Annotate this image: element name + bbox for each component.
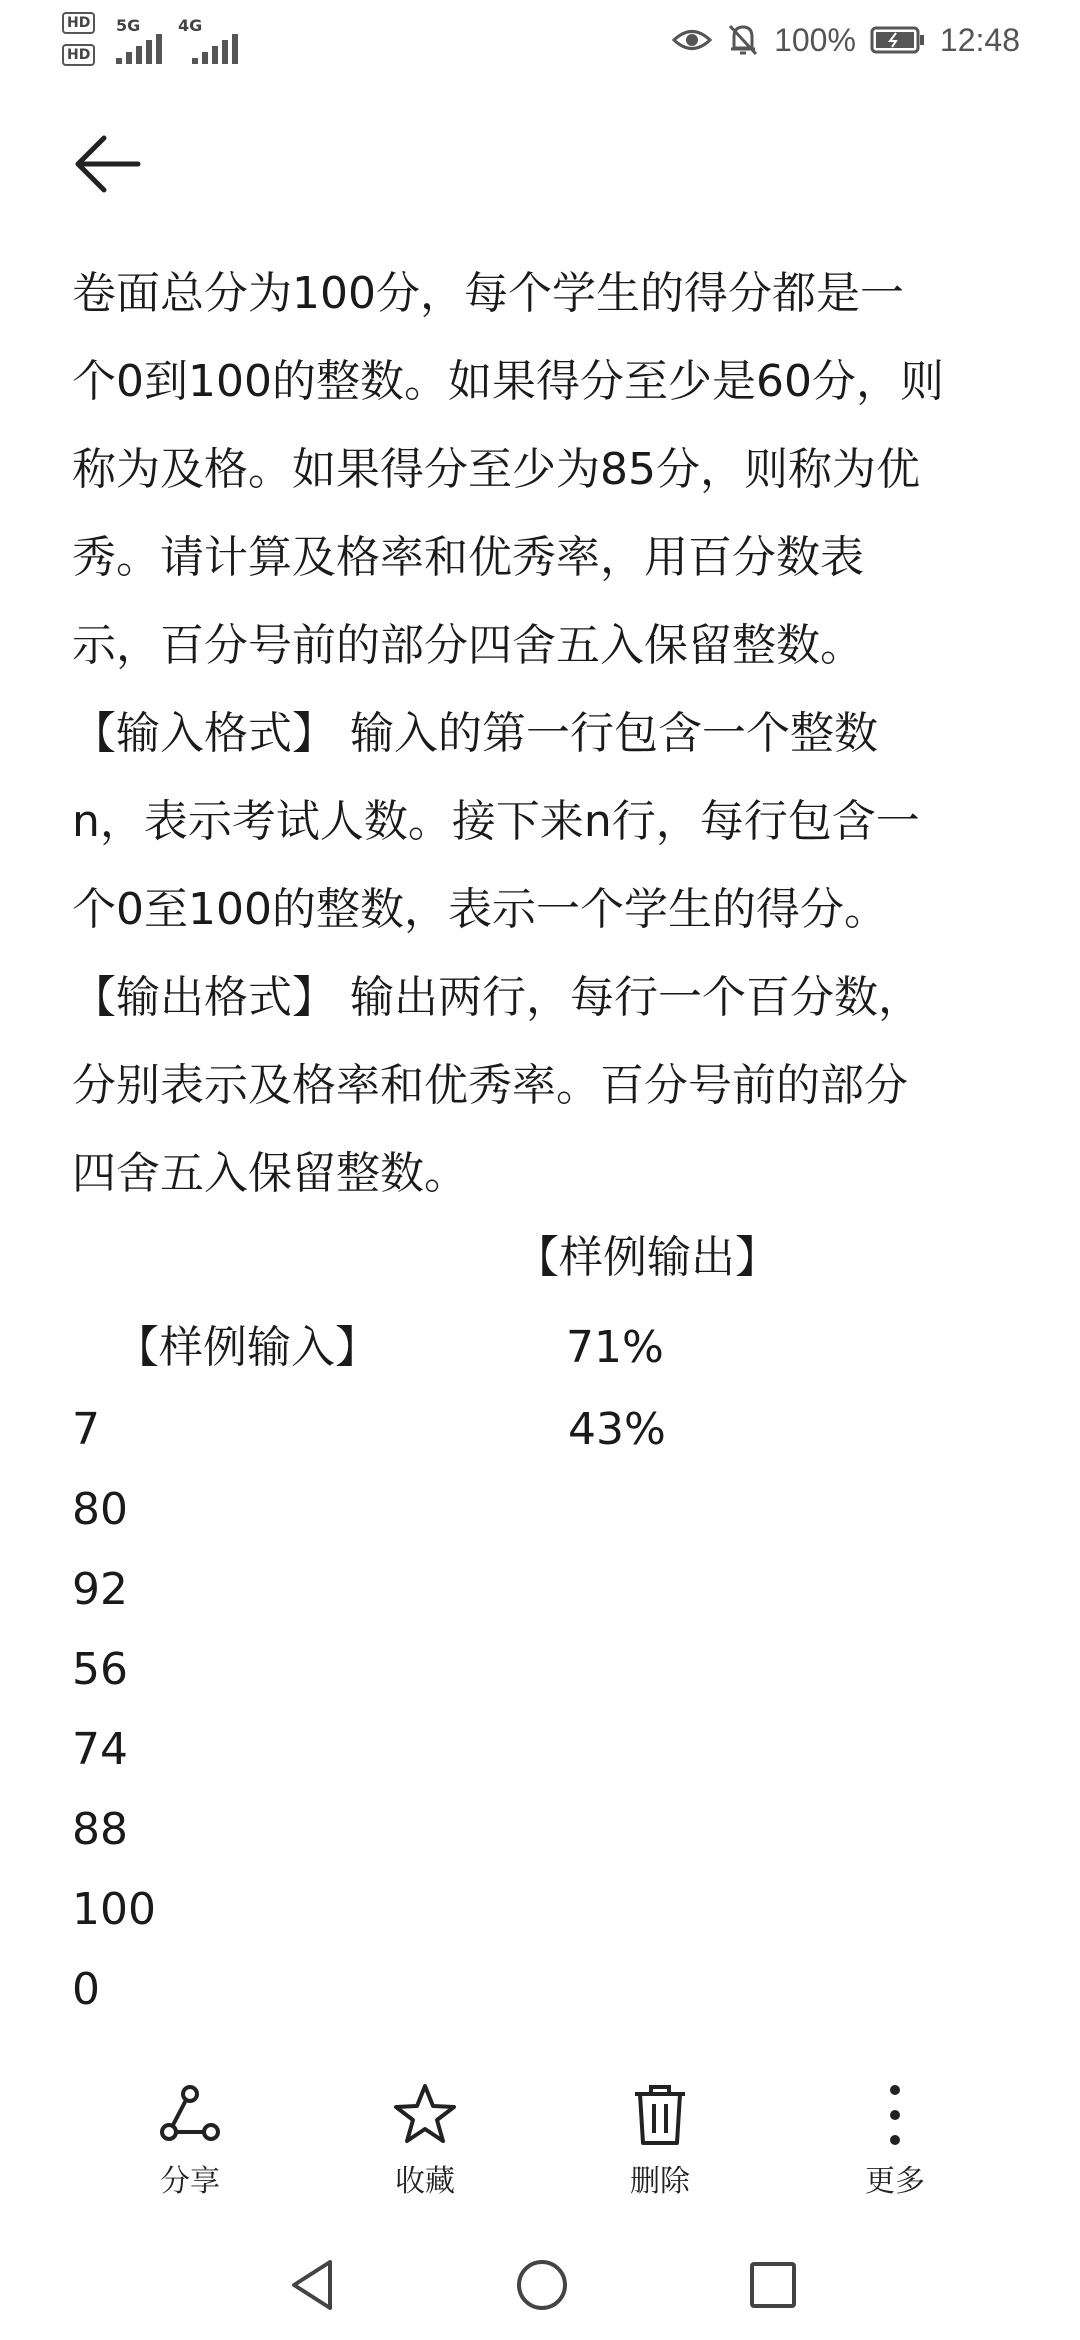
- sample-input-label: 【样例输入】: [115, 1322, 379, 1373]
- hd2-badge: HD: [62, 44, 95, 66]
- delete-label: 删除: [630, 2164, 690, 2199]
- sample-input-value: 56: [72, 1644, 128, 1695]
- back-button[interactable]: [72, 128, 144, 200]
- text-line: 秀。请计算及格率和优秀率，用百分数表: [72, 532, 864, 583]
- text-line: 示，百分号前的部分四舍五入保留整数。: [72, 620, 864, 671]
- more-button[interactable]: [815, 2080, 975, 2200]
- sample-input-value: 80: [72, 1484, 128, 1535]
- eye-icon: [672, 25, 712, 55]
- square-recents-icon: [748, 2258, 798, 2312]
- hd1-badge: HD: [62, 12, 95, 34]
- text-line: 个0至100的整数，表示一个学生的得分。: [72, 884, 888, 935]
- clock: 12:48: [939, 21, 1020, 58]
- net1-label: 5G: [116, 16, 141, 35]
- sample-input-value: 0: [72, 1964, 100, 2015]
- text-line: 个0到100的整数。如果得分至少是60分，则: [72, 356, 944, 407]
- status-bar: [0, 0, 1080, 80]
- delete-button[interactable]: [580, 2080, 740, 2200]
- net2-label: 4G: [178, 16, 203, 35]
- text-line: 【输入格式】 输入的第一行包含一个整数: [72, 708, 878, 759]
- text-line: 四舍五入保留整数。: [72, 1148, 468, 1199]
- favorite-label: 收藏: [395, 2164, 455, 2199]
- share-label: 分享: [160, 2164, 220, 2199]
- text-line: n，表示考试人数。接下来n行，每行包含一: [72, 796, 920, 847]
- battery-icon: [870, 26, 926, 54]
- system-nav-bar: [0, 2240, 1080, 2340]
- share-icon: [155, 2080, 225, 2150]
- text-line: 卷面总分为100分，每个学生的得分都是一: [72, 268, 904, 319]
- circle-home-icon: [515, 2258, 569, 2312]
- action-bar: [0, 2080, 1080, 2220]
- bell-off-icon: [726, 22, 760, 58]
- signal-icon: [192, 32, 246, 66]
- sample-output-value: 71%: [566, 1322, 664, 1373]
- favorite-button[interactable]: [345, 2080, 505, 2200]
- sample-output-label: 【样例输出】: [515, 1232, 779, 1283]
- text-line: 【输出格式】 输出两行，每行一个百分数，: [72, 972, 922, 1023]
- sample-input-value: 100: [72, 1884, 156, 1935]
- triangle-back-icon: [288, 2258, 336, 2312]
- signal-icon: [116, 32, 170, 66]
- battery-percent: 100%: [774, 21, 856, 58]
- star-icon: [390, 2080, 460, 2150]
- nav-home-button[interactable]: [515, 2258, 569, 2316]
- text-line: 分别表示及格率和优秀率。百分号前的部分: [72, 1060, 908, 1111]
- sample-output-value: 43%: [568, 1404, 666, 1455]
- more-label: 更多: [865, 2164, 925, 2199]
- sample-input-value: 7: [72, 1404, 100, 1455]
- nav-recents-button[interactable]: [748, 2258, 798, 2316]
- sample-input-value: 92: [72, 1564, 128, 1615]
- nav-back-button[interactable]: [288, 2258, 336, 2316]
- share-button[interactable]: [110, 2080, 270, 2200]
- status-right: [672, 18, 1020, 62]
- note-content: [72, 250, 1012, 1218]
- sample-input-value: 88: [72, 1804, 128, 1855]
- back-arrow-icon: [72, 128, 144, 200]
- more-vertical-icon: [860, 2080, 930, 2150]
- trash-icon: [625, 2080, 695, 2150]
- text-line: 称为及格。如果得分至少为85分，则称为优: [72, 444, 920, 495]
- sample-input-value: 74: [72, 1724, 128, 1775]
